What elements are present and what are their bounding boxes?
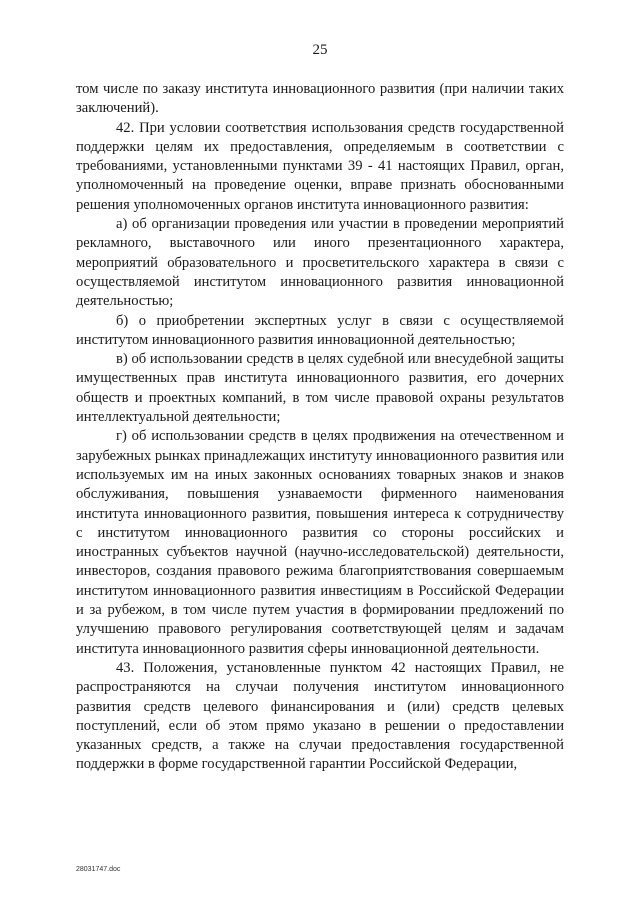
paragraph-subitem-g: г) об использовании средств в целях продвижения на отечественном и зарубежных рынках принадлежащих институту инновационного развития или используемых им на иных законных основаниях товарных знаков и знаков обслуживания, повышения узнаваемости фирменного наименования института инновационного развития, повышения интереса к сотрудничеству с институтом инновационного развития со стороны российских и иностранных субъектов научной (научно-исследовательской) деятельности, инвесторов, создания правового режима благоприятствования совершаемым институтом инновационного развития инвестициям в Российской Федерации и за рубежом, в том числе путем участия в формировании предложений по улучшению правового регулирования соответствующей целям и задачам института инновационного развития сферы инновационной деятельности. xyxy=(76,428,564,657)
paragraph-item-42: 42. При условии соответствия использования средств государственной поддержки целям их предоставления, определяемым в соответствии с требованиями, установленными пунктами 39 - 41 настоящих Правил, орган, уполномоченный на проведение оценки, вправе признать обоснованными решения уполномоченных органов института инновационного развития: xyxy=(76,119,564,213)
paragraph-subitem-b: б) о приобретении экспертных услуг в связи с осуществляемой институтом инновационного развития инновационной деятельностью; xyxy=(76,312,564,348)
page-number: 25 xyxy=(312,42,328,58)
paragraph-subitem-v: в) об использовании средств в целях судебной или внесудебной защиты имущественных прав института инновационного развития, его дочерних обществ и проектных компаний, в том числе правовой охраны результатов интеллектуальной деятельности; xyxy=(76,351,564,426)
document-body xyxy=(76,80,564,775)
paragraph-item-43: 43. Положения, установленные пунктом 42 настоящих Правил, не распространяются на случаи получения институтом инновационного развития средств целевого финансирования и (или) средств целевых поступлений, если об этом прямо указано в решении о предоставлении указанных средств, а также на случаи предоставления государственной поддержки в форме государственной гарантии Российской Федерации, xyxy=(76,659,564,773)
document-file-id: 28031747.doc xyxy=(76,866,121,873)
paragraph-continuation: том числе по заказу института инновационного развития (при наличии таких заключений). xyxy=(76,81,564,117)
paragraph-subitem-a: а) об организации проведения или участии в проведении мероприятий рекламного, выставочного или иного презентационного характера, мероприятий образовательного и просветительского характера в связи с осуществляемой институтом инновационного развития инновационной деятельностью; xyxy=(76,216,564,310)
